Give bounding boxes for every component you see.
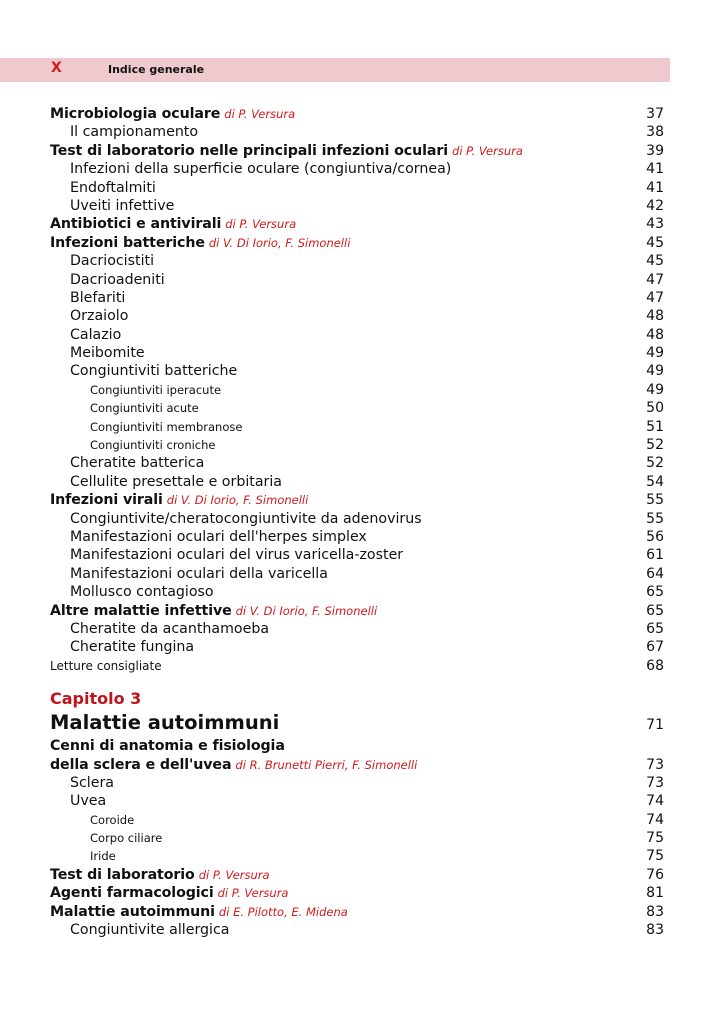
toc-entry-page: 75: [646, 830, 664, 847]
toc-entry[interactable]: [50, 398, 664, 416]
page-number-roman: X: [51, 60, 62, 76]
toc-entry[interactable]: [50, 846, 664, 864]
toc-entry-title: Altre malattie infettive: [50, 602, 232, 619]
toc-entry-page: 76: [646, 866, 664, 883]
toc-entry[interactable]: [50, 361, 664, 379]
toc-entry-title: Corpo ciliare: [90, 831, 163, 846]
toc-entry-title: Letture consigliate: [50, 658, 162, 673]
toc-entry-title: Manifestazioni oculari del virus varicella-zoster: [70, 547, 404, 564]
toc-entry-page: 83: [646, 903, 664, 920]
toc-entry-title: Cheratite da acanthamoeba: [70, 620, 270, 637]
toc-entry-title: Agenti farmacologici: [50, 885, 214, 902]
toc-entry-title: Cenni di anatomia e fisiologia: [50, 738, 285, 755]
toc-entry-author: di R. Brunetti Pierri, F. Simonelli: [235, 757, 418, 772]
toc-entry[interactable]: [50, 791, 664, 809]
toc-entry-title: Endoftalmiti: [70, 179, 156, 196]
toc-entry-title: Coroide: [90, 812, 135, 827]
toc-entry-title: Iride: [90, 849, 116, 864]
toc-entry[interactable]: [50, 564, 664, 582]
toc-entry-title: Uveiti infettive: [70, 197, 175, 214]
toc-entry[interactable]: [50, 865, 664, 883]
toc-entry-page: 55: [646, 492, 664, 509]
toc-entry-title: Congiuntiviti croniche: [90, 438, 216, 453]
chapter-title-row[interactable]: [50, 710, 664, 736]
toc-entry-page: 74: [646, 811, 664, 828]
toc-entry[interactable]: [50, 178, 664, 196]
running-header-title: Indice generale: [108, 63, 205, 76]
toc-entry-title: Congiuntiviti membranose: [90, 419, 243, 434]
toc-entry-page: 55: [646, 510, 664, 527]
toc-entry[interactable]: [50, 417, 664, 435]
toc-entry-title: Microbiologia oculare: [50, 106, 221, 122]
toc-entry-author: di V. Di Iorio, F. Simonelli: [235, 603, 378, 618]
toc-entry-title: Congiuntivite/cheratocongiuntivite da adenovirus: [70, 510, 422, 527]
toc-entry[interactable]: [50, 196, 664, 214]
toc-entry-page: 43: [646, 216, 664, 233]
toc-entry-title: Congiuntivite allergica: [70, 922, 230, 939]
toc-entry[interactable]: [50, 159, 664, 177]
chapter-label: Capitolo 3: [50, 689, 142, 709]
toc-entry[interactable]: [50, 251, 664, 269]
toc-entry-title: Malattie autoimmuni: [50, 903, 215, 920]
toc-entry[interactable]: [50, 619, 664, 637]
toc-entry-page: 73: [646, 774, 664, 791]
toc-entry[interactable]: [50, 472, 664, 490]
toc-entry[interactable]: [50, 545, 664, 563]
toc-entry-page: 48: [646, 308, 664, 325]
toc-entry[interactable]: [50, 233, 664, 251]
toc-entry-page: 65: [646, 584, 664, 601]
toc-entry-page: 45: [646, 253, 664, 270]
toc-entry-page: 74: [646, 793, 664, 810]
toc-entry-page: 41: [646, 179, 664, 196]
toc-entry-page: 38: [646, 124, 664, 141]
toc-entry-page: 41: [646, 161, 664, 178]
toc-entry-title: Manifestazioni oculari della varicella: [70, 565, 328, 582]
toc-entry[interactable]: [50, 736, 664, 754]
toc-entry-title: Sclera: [70, 774, 115, 791]
toc-entry-title: Orzaiolo: [70, 308, 129, 325]
toc-entry-page: 51: [646, 418, 664, 435]
toc-entry-page: 65: [646, 620, 664, 637]
toc-entry-title: Congiuntiviti batteriche: [70, 363, 238, 380]
toc-entry[interactable]: [50, 214, 664, 232]
toc-entry-title: Antibiotici e antivirali: [50, 216, 222, 233]
toc-entry-title: Infezioni virali: [50, 492, 163, 509]
toc-entry-title: Mollusco contagioso: [70, 584, 214, 601]
toc-entry-title: Il campionamento: [70, 124, 199, 141]
toc-entry-title: Dacrioadeniti: [70, 271, 165, 288]
toc-entry[interactable]: [50, 104, 664, 122]
toc-entry[interactable]: [50, 637, 664, 655]
toc-entry-page: 49: [646, 381, 664, 398]
toc-entry-title: Dacriocistiti: [70, 253, 155, 270]
running-header-band: [0, 58, 670, 82]
toc-entry-page: 81: [646, 885, 664, 902]
toc-entry-title: della sclera e dell'uvea: [50, 756, 232, 773]
toc-entry[interactable]: [50, 270, 664, 288]
toc-entry-page: 49: [646, 345, 664, 362]
toc-entry-page: 68: [646, 657, 664, 674]
toc-entry[interactable]: [50, 582, 664, 600]
toc-entry[interactable]: [50, 828, 664, 846]
toc-entry-title: Meibomite: [70, 345, 145, 362]
toc-entry[interactable]: [50, 509, 664, 527]
toc-entry[interactable]: [50, 883, 664, 901]
toc-entry-page: 37: [646, 106, 664, 122]
toc-entry-page: 64: [646, 565, 664, 582]
toc-entry-author: di P. Versura: [217, 886, 289, 901]
toc-entry[interactable]: [50, 527, 664, 545]
toc-section-1: [50, 104, 664, 674]
toc-entry-author: di V. Di Iorio, F. Simonelli: [166, 493, 309, 508]
toc-entry-author: di P. Versura: [452, 143, 523, 158]
toc-entry[interactable]: [50, 380, 664, 398]
toc-section-2: [50, 736, 664, 938]
toc-entry-page: 67: [646, 639, 664, 656]
toc-entry[interactable]: [50, 453, 664, 471]
toc-entry-page: 47: [646, 271, 664, 288]
toc-entry-page: 47: [646, 289, 664, 306]
toc-entry-title: Blefariti: [70, 289, 126, 306]
toc-entry-author: di P. Versura: [224, 107, 296, 121]
toc-entry-page: 50: [646, 400, 664, 417]
toc-entry[interactable]: [50, 755, 664, 773]
toc-entry[interactable]: [50, 773, 664, 791]
toc-entry-page: 49: [646, 363, 664, 380]
toc-entry[interactable]: [50, 306, 664, 324]
toc-entry[interactable]: [50, 122, 664, 140]
toc-entry-title: Cheratite batterica: [70, 455, 205, 472]
toc-entry-author: di P. Versura: [225, 217, 297, 232]
toc-entry-page: 42: [646, 197, 664, 214]
toc-entry-title: Cellulite presettale e orbitaria: [70, 473, 282, 490]
toc-entry-title: Infezioni della superficie oculare (congiuntiva/cornea): [70, 161, 452, 178]
toc-entry-page: 61: [646, 547, 664, 564]
toc-entry-title: Calazio: [70, 326, 122, 343]
toc-entry-author: di E. Pilotto, E. Midena: [218, 904, 348, 919]
toc-entry-title: Infezioni batteriche: [50, 234, 205, 251]
toc-entry-title: Congiuntiviti iperacute: [90, 382, 222, 397]
toc-entry[interactable]: [50, 490, 664, 508]
toc-entry-title: Cheratite fungina: [70, 639, 195, 656]
toc-entry[interactable]: [50, 141, 664, 159]
table-of-contents: [50, 104, 664, 938]
toc-entry-title: Manifestazioni oculari dell'herpes simplex: [70, 528, 367, 545]
toc-entry[interactable]: [50, 325, 664, 343]
toc-entry[interactable]: [50, 343, 664, 361]
toc-entry[interactable]: [50, 902, 664, 920]
toc-entry[interactable]: [50, 435, 664, 453]
toc-entry-author: di V. Di Iorio, F. Simonelli: [208, 235, 351, 250]
toc-entry-title: Uvea: [70, 793, 107, 810]
toc-entry-author: di P. Versura: [198, 867, 270, 882]
toc-entry-page: 75: [646, 848, 664, 865]
toc-entry-title: Test di laboratorio nelle principali infezioni oculari: [50, 142, 449, 159]
toc-entry[interactable]: [50, 920, 664, 938]
toc-entry[interactable]: [50, 601, 664, 619]
toc-entry-page: 39: [646, 142, 664, 159]
chapter-page: 71: [646, 717, 664, 734]
toc-entry-page: 83: [646, 922, 664, 939]
toc-entry[interactable]: [50, 288, 664, 306]
toc-entry-page: 52: [646, 437, 664, 454]
toc-entry-title: Congiuntiviti acute: [90, 401, 199, 416]
toc-entry-page: 45: [646, 234, 664, 251]
toc-entry-page: 48: [646, 326, 664, 343]
toc-entry[interactable]: [50, 810, 664, 828]
toc-entry-page: 65: [646, 602, 664, 619]
toc-entry[interactable]: [50, 656, 664, 674]
toc-entry-page: 54: [646, 473, 664, 490]
toc-entry-title: Test di laboratorio: [50, 866, 195, 883]
toc-entry-page: 56: [646, 528, 664, 545]
toc-entry-page: 52: [646, 455, 664, 472]
chapter-title: Malattie autoimmuni: [50, 711, 280, 735]
toc-entry-page: 73: [646, 756, 664, 773]
